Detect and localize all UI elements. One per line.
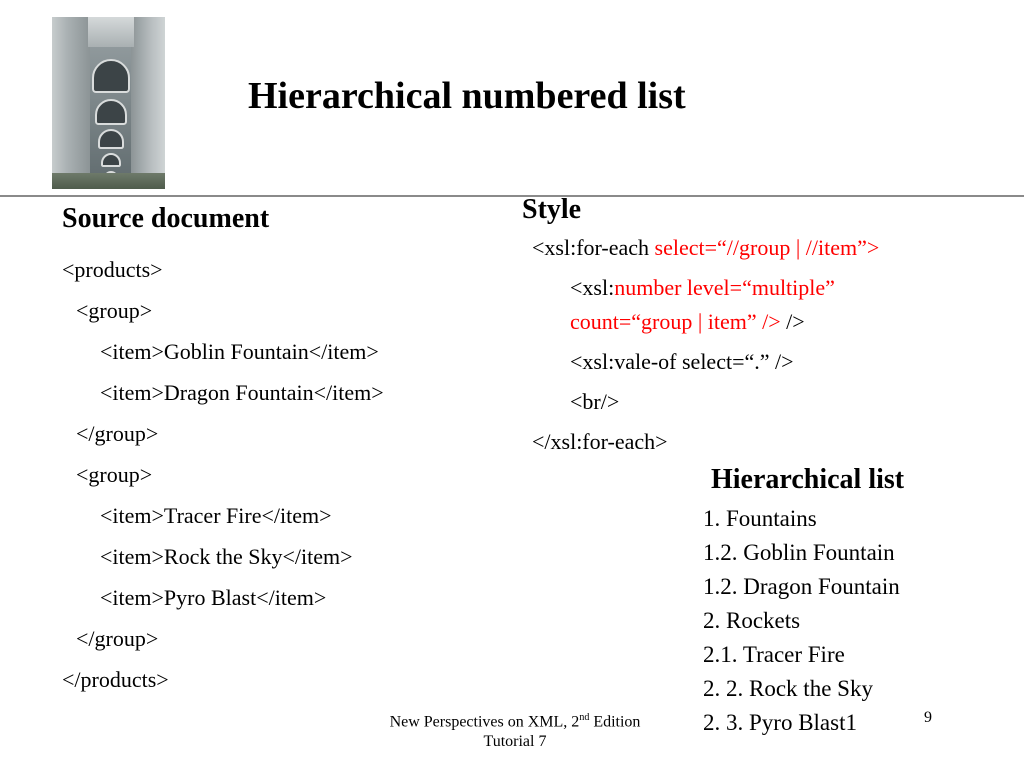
result-list-item: 2. Rockets xyxy=(703,608,801,633)
page-number: 9 xyxy=(924,709,932,726)
photo-arch xyxy=(95,99,127,125)
slide-title: Hierarchical numbered list xyxy=(248,75,686,117)
footer-text: Edition xyxy=(589,713,641,731)
source-code-list xyxy=(62,253,384,704)
photo-arch xyxy=(98,129,124,149)
photo-ground xyxy=(52,173,165,189)
style-number-second-line xyxy=(570,305,879,339)
style-level-attr: number level=“multiple” xyxy=(614,275,835,300)
style-line-end-for-each: </xsl:for-each> xyxy=(532,429,668,454)
style-code-list xyxy=(532,231,879,465)
source-line: <item>Pyro Blast</item> xyxy=(100,585,327,610)
style-count-attr: count=“group | item” /> xyxy=(570,309,781,334)
source-line: </group> xyxy=(76,626,159,651)
source-line: <item>Goblin Fountain</item> xyxy=(100,339,379,364)
result-list-item: 2.1. Tracer Fire xyxy=(703,642,845,667)
footer-text: New Perspectives on XML, 2 xyxy=(389,713,580,731)
source-line: <products> xyxy=(62,257,163,282)
source-line: <item>Rock the Sky</item> xyxy=(100,544,353,569)
photo-arch xyxy=(101,153,121,167)
photo-arch xyxy=(92,59,130,93)
result-list-item: 1.2. Goblin Fountain xyxy=(703,540,895,565)
footer-superscript: nd xyxy=(579,712,590,723)
source-line: </group> xyxy=(76,421,159,446)
source-line: <group> xyxy=(76,298,153,323)
source-line: <group> xyxy=(76,462,153,487)
source-heading: Source document xyxy=(62,203,270,234)
style-code-text: <xsl: xyxy=(570,275,615,300)
result-list-item: 2. 2. Rock the Sky xyxy=(703,676,873,701)
photo-pillar-right xyxy=(131,17,165,189)
result-list-item: 1.2. Dragon Fountain xyxy=(703,574,900,599)
result-heading: Hierarchical list xyxy=(711,464,905,495)
title-divider xyxy=(0,195,1024,197)
result-list-item: 2. 3. Pyro Blast1 xyxy=(703,710,857,735)
style-heading: Style xyxy=(522,194,582,225)
footer-tutorial: Tutorial 7 xyxy=(483,733,547,751)
result-list-item: 1. Fountains xyxy=(703,506,817,531)
slide-footer xyxy=(320,708,710,752)
footer-book-title xyxy=(320,708,710,732)
photo-pillar-left xyxy=(52,17,90,189)
style-line-for-each xyxy=(532,231,879,271)
result-list xyxy=(703,503,900,741)
slide-photo xyxy=(52,17,165,189)
style-number-first-line xyxy=(570,271,879,305)
style-code-text: <xsl:for-each xyxy=(532,235,655,260)
source-line: <item>Dragon Fountain</item> xyxy=(100,380,384,405)
style-line-br: <br/> xyxy=(570,389,620,414)
source-line: </products> xyxy=(62,667,169,692)
style-select-attr: select=“//group | //item”> xyxy=(654,235,880,260)
style-code-text: /> xyxy=(780,309,805,334)
style-line-number xyxy=(532,271,879,345)
source-line: <item>Tracer Fire</item> xyxy=(100,503,332,528)
photo-arch-cap xyxy=(88,17,134,47)
style-line-value-of: <xsl:vale-of select=“.” /> xyxy=(570,349,794,374)
